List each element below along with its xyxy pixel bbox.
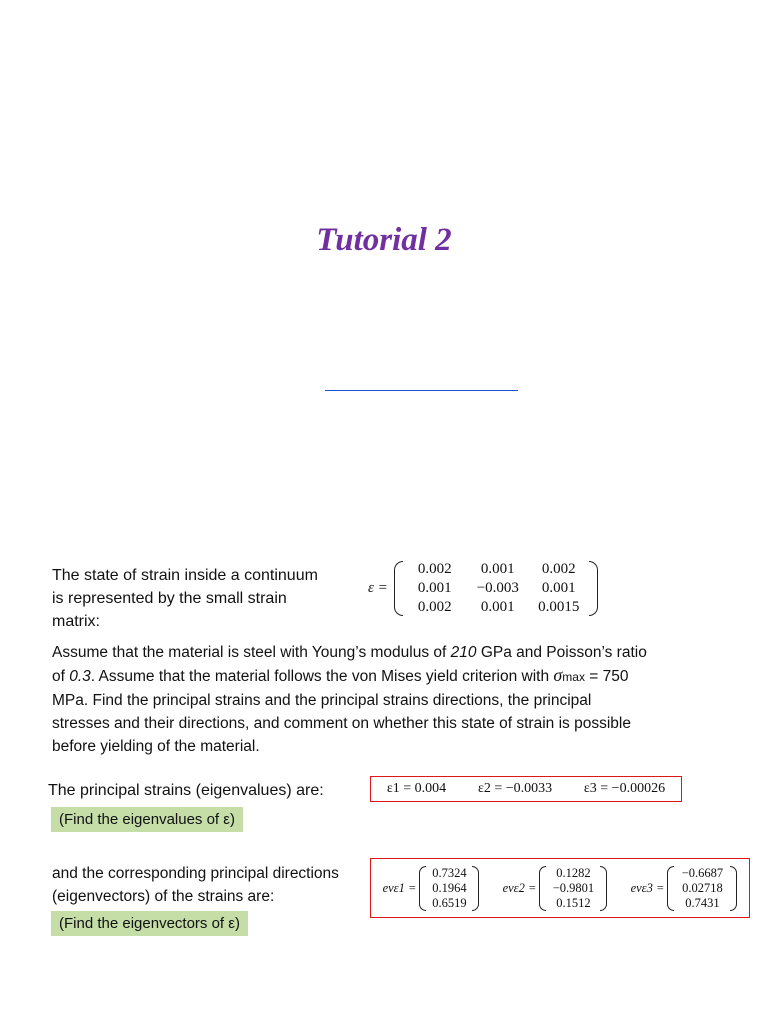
problem-line-2 (52, 664, 742, 689)
eigenvalue-2: ε2 = −0.0033 (477, 781, 553, 796)
vector-right-paren (730, 866, 737, 911)
strain-matrix-equation (368, 561, 598, 616)
intro-paragraph (52, 564, 362, 633)
problem-text: . Assume that the material follows the von Mises yield criterion with (90, 668, 554, 685)
vector-cell: 0.02718 (682, 880, 723, 895)
eigenvector-2 (503, 866, 608, 911)
title-underline-rule (325, 390, 518, 391)
vector-left-paren (419, 866, 426, 911)
eigenvectors-box (370, 858, 750, 918)
vector-left-paren (667, 866, 674, 911)
vector-cell: 0.7324 (432, 865, 467, 880)
principal-strains-box (370, 776, 682, 802)
youngs-modulus-value: 210 (450, 644, 477, 661)
matrix-cell: 0.0015 (538, 599, 580, 615)
matrix-right-paren (589, 561, 598, 616)
eigenvector-column (539, 866, 607, 911)
problem-line-3: MPa. Find the principal strains and the principal strains directions, the principal (52, 692, 592, 709)
matrix-cell: −0.003 (476, 580, 519, 596)
directions-line-2: (eigenvectors) of the strains are: (52, 888, 275, 905)
intro-line-3: matrix: (52, 613, 100, 630)
vector-cell: 0.1282 (556, 865, 591, 880)
vector-cells (426, 866, 472, 911)
matrix-cell: 0.001 (480, 561, 515, 577)
matrix-cell: 0.001 (417, 580, 452, 596)
problem-text: Assume that the material is steel with Young’s modulus of (52, 644, 451, 661)
eigenvalue-1: ε1 = 0.004 (386, 781, 447, 796)
sigma-subscript: max (562, 670, 585, 684)
vector-cells (674, 866, 730, 911)
eigenvector-label: evε1 = (382, 880, 417, 895)
matrix-cell: 0.002 (417, 561, 452, 577)
matrix-left-paren (394, 561, 403, 616)
vector-cell: 0.1512 (556, 895, 591, 910)
poisson-ratio-value: 0.3 (69, 668, 91, 685)
vector-cell: 0.1964 (432, 880, 467, 895)
eigenvector-label: evε2 = (502, 880, 537, 895)
directions-line-1: and the corresponding principal directions (52, 865, 339, 882)
page-title: Tutorial 2 (316, 222, 452, 258)
matrix-cell: 0.001 (480, 599, 515, 615)
strain-matrix (394, 561, 598, 616)
eigenvector-column (419, 866, 479, 911)
problem-text: = 750 (584, 668, 629, 685)
vector-left-paren (539, 866, 546, 911)
problem-line-5: before yielding of the material. (52, 738, 260, 755)
intro-line-1: The state of strain inside a continuum (52, 567, 318, 584)
problem-line-1 (52, 641, 742, 664)
problem-text: of (52, 668, 70, 685)
problem-line-4: stresses and their directions, and comment on whether this state of strain is possible (52, 715, 631, 732)
vector-right-paren (472, 866, 479, 911)
sigma-symbol: σ (553, 665, 563, 685)
problem-text: GPa and Poisson’s ratio (476, 644, 647, 661)
problem-statement (52, 641, 742, 758)
matrix-cell: 0.002 (417, 599, 452, 615)
vector-cell: 0.6519 (432, 895, 467, 910)
eigenvector-3 (631, 866, 738, 911)
intro-line-2: is represented by the small strain (52, 590, 287, 607)
strain-matrix-cells (403, 561, 589, 616)
eigenvectors-hint: (Find the eigenvectors of ε) (51, 911, 248, 936)
principal-directions-text (52, 862, 339, 908)
vector-cell: 0.7431 (685, 895, 720, 910)
principal-strains-label: The principal strains (eigenvalues) are: (48, 782, 324, 799)
eigenvalues-hint: (Find the eigenvalues of ε) (51, 807, 243, 832)
vector-right-paren (600, 866, 607, 911)
vector-cell: −0.6687 (681, 865, 724, 880)
eigenvalue-3: ε3 = −0.00026 (583, 781, 666, 796)
eigenvector-label: evε3 = (630, 880, 665, 895)
strain-symbol: ε = (368, 580, 388, 596)
vector-cell: −0.9801 (552, 880, 595, 895)
matrix-cell: 0.002 (541, 561, 576, 577)
eigenvector-1 (383, 866, 480, 911)
eigenvector-column (667, 866, 737, 911)
matrix-cell: 0.001 (541, 580, 576, 596)
vector-cells (546, 866, 600, 911)
